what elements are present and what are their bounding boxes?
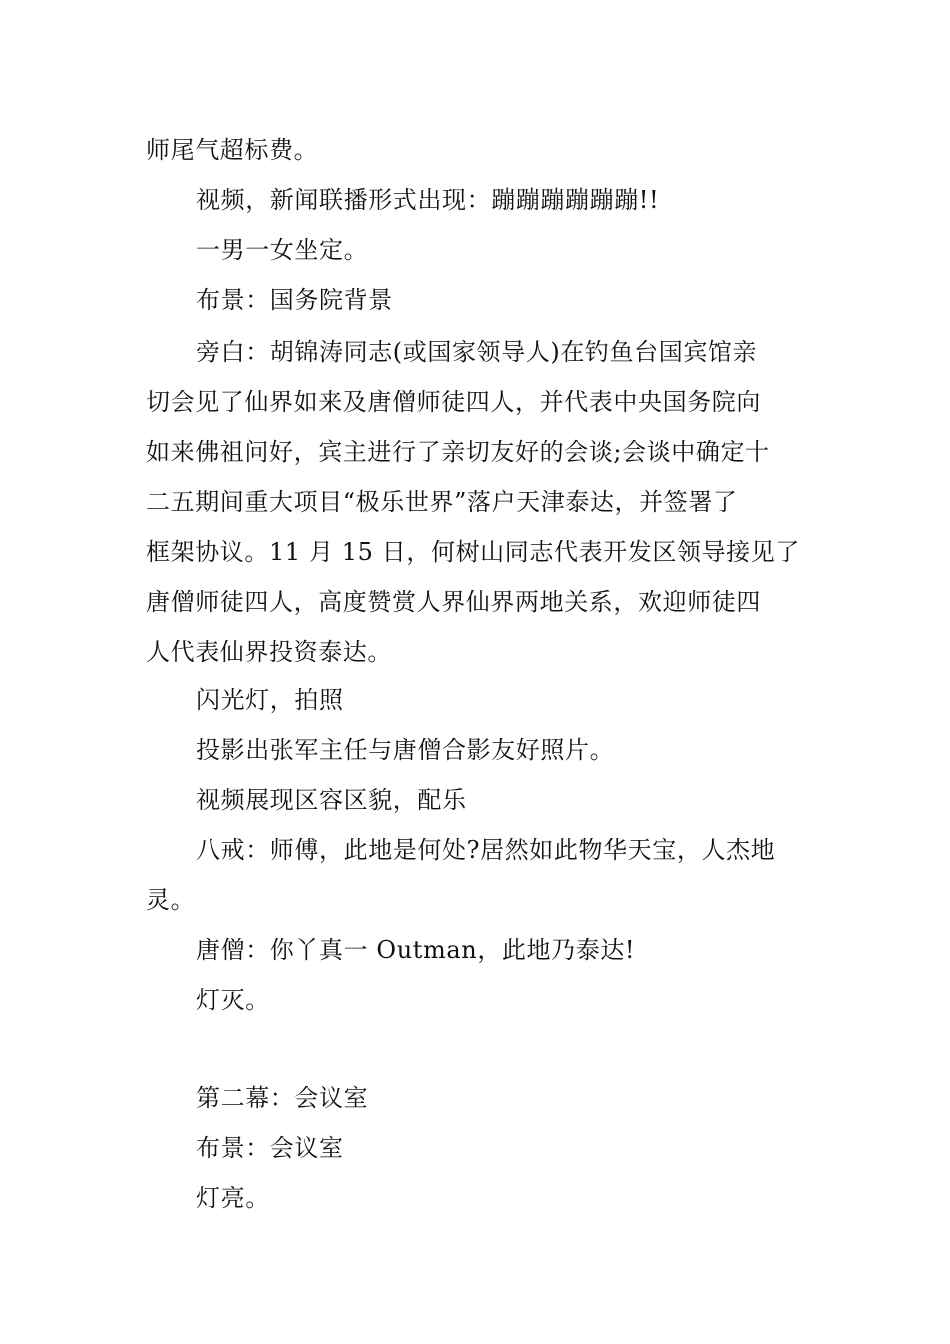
text-line: 旁白：胡锦涛同志(或国家领导人)在钓鱼台国宾馆亲	[196, 338, 758, 366]
text-line: 唐僧师徒四人，高度赞赏人界仙界两地关系，欢迎师徒四	[146, 588, 761, 616]
scene-heading: 第二幕：会议室	[196, 1084, 369, 1112]
text-line: 如来佛祖问好，宾主进行了亲切友好的会谈;会谈中确定十	[146, 438, 770, 466]
text-line: 闪光灯，拍照	[196, 686, 344, 714]
text-line: 灯灭。	[196, 986, 270, 1014]
text-line: 二五期间重大项目“极乐世界”落户天津泰达，并签署了	[146, 488, 738, 516]
text-line: 灯亮。	[196, 1184, 270, 1212]
text-line: 唐僧：你丫真一 Outman，此地乃泰达!	[196, 936, 636, 964]
text-line: 八戒：师傅，此地是何处?居然如此物华天宝，人杰地	[196, 836, 776, 864]
text-line: 视频，新闻联播形式出现：蹦蹦蹦蹦蹦蹦!!	[196, 186, 660, 214]
text-line: 一男一女坐定。	[196, 236, 369, 264]
text-line: 灵。	[146, 886, 196, 914]
text-line: 布景：国务院背景	[196, 286, 393, 314]
text-line: 视频展现区容区貌，配乐	[196, 786, 467, 814]
text-line: 投影出张军主任与唐僧合影友好照片。	[196, 736, 615, 764]
text-line: 框架协议。11 月 15 日，何树山同志代表开发区领导接见了	[146, 538, 800, 566]
text-line: 切会见了仙界如来及唐僧师徒四人，并代表中央国务院向	[146, 388, 761, 416]
text-line: 师尾气超标费。	[146, 136, 319, 164]
text-line: 布景：会议室	[196, 1134, 344, 1162]
text-line: 人代表仙界投资泰达。	[146, 638, 392, 666]
